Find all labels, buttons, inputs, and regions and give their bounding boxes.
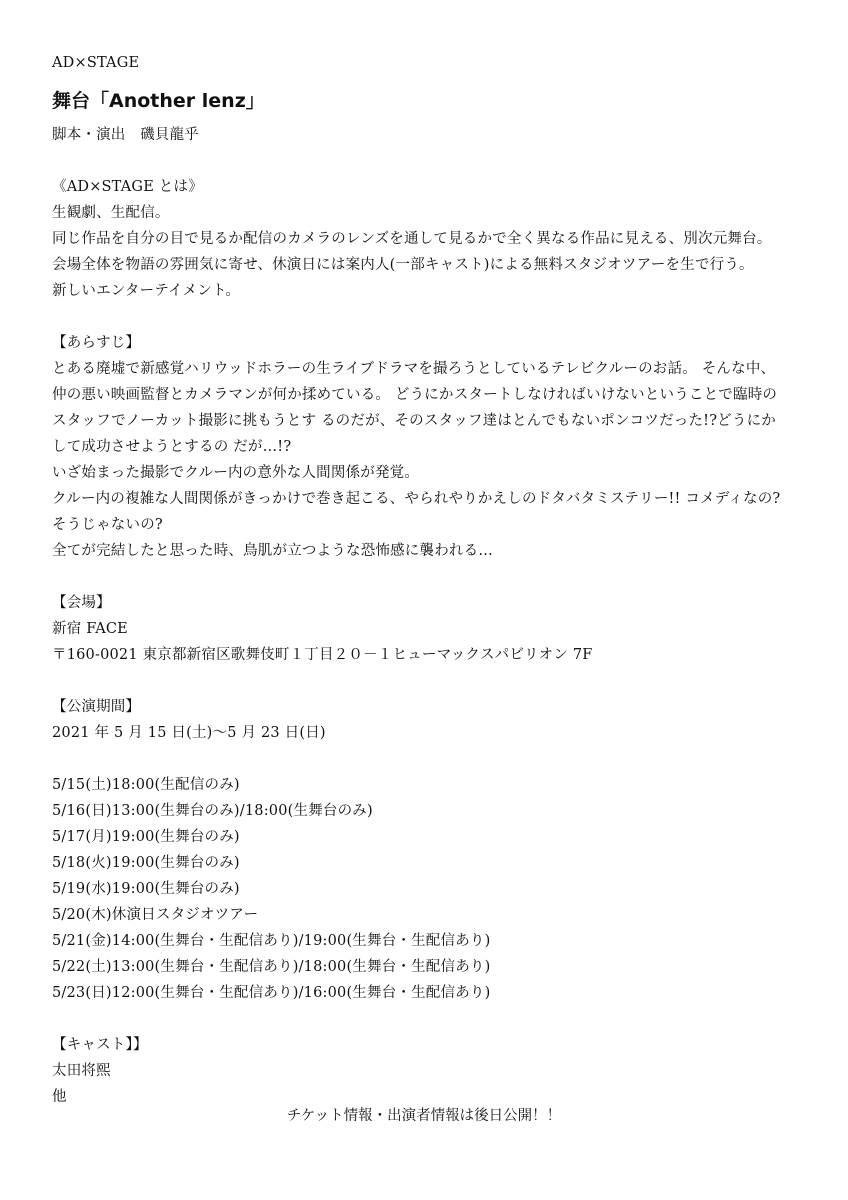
series-label: AD×STAGE	[52, 55, 140, 71]
schedule-item: 5/16(日)13:00(生舞台のみ)/18:00(生舞台のみ)	[52, 803, 373, 819]
schedule-item: 5/23(日)12:00(生舞台・生配信あり)/16:00(生舞台・生配信あり)	[52, 985, 491, 1001]
synopsis-line: クルー内の複雑な人間関係がきっかけで巻き起こる、やられやりかえしのドタバタミステリー!! コメディなの?	[52, 491, 781, 507]
spacer	[52, 148, 812, 174]
schedule-item: 5/22(土)13:00(生舞台・生配信あり)/18:00(生舞台・生配信あり)	[52, 959, 491, 975]
cast-member: 太田将熙	[52, 1063, 111, 1079]
period-heading: 【公演期間】	[52, 699, 141, 715]
period-range: 2021 年 5 月 15 日(土)～5 月 23 日(日)	[52, 725, 326, 741]
synopsis-line: 仲の悪い映画監督とカメラマンが何か揉めている。 どうにかスタートしなければいけないということで臨時の	[52, 387, 778, 403]
synopsis-line: して成功させようとするの だが…!?	[52, 439, 292, 455]
spacer	[52, 746, 812, 772]
spacer	[52, 304, 812, 330]
about-line: 会場全体を物語の雰囲気に寄せ、休演日には案内人(一部キャスト)による無料スタジオツアーを生で行う。	[52, 257, 754, 273]
cast-member: 他	[52, 1089, 67, 1105]
page-title: 舞台「Another lenz」	[52, 90, 265, 112]
document-body	[52, 50, 812, 1110]
schedule-item: 5/21(金)14:00(生舞台・生配信あり)/19:00(生舞台・生配信あり)	[52, 933, 491, 949]
synopsis-line: いざ始まった撮影でクルー内の意外な人間関係が発覚。	[52, 465, 420, 481]
synopsis-line: 全てが完結したと思った時、鳥肌が立つような恐怖感に襲われる…	[52, 543, 493, 559]
about-line: 新しいエンターテイメント。	[52, 283, 241, 299]
spacer	[52, 564, 812, 590]
venue-address: 〒160-0021 東京都新宿区歌舞伎町１丁目２０－１ヒューマックスパビリオン 7F	[52, 647, 593, 663]
footer-note: チケット情報・出演者情報は後日公開！！	[286, 1108, 562, 1124]
schedule-item: 5/18(火)19:00(生舞台のみ)	[52, 855, 240, 871]
venue-name: 新宿 FACE	[52, 621, 128, 637]
credit-line: 脚本・演出 磯貝龍乎	[52, 127, 199, 143]
synopsis-heading: 【あらすじ】	[52, 335, 141, 351]
schedule-item: 5/19(水)19:00(生舞台のみ)	[52, 881, 240, 897]
schedule-item: 5/20(木)休演日スタジオツアー	[52, 907, 259, 923]
about-heading: 《AD×STAGE とは》	[52, 179, 203, 195]
schedule-item: 5/17(月)19:00(生舞台のみ)	[52, 829, 240, 845]
schedule-item: 5/15(土)18:00(生配信のみ)	[52, 777, 240, 793]
synopsis-line: とある廃墟で新感覚ハリウッドホラーの生ライブドラマを撮ろうとしているテレビクルーのお話。 そんな中、	[52, 361, 776, 377]
spacer	[52, 668, 812, 694]
synopsis-line: スタッフでノーカット撮影に挑もうとす るのだが、そのスタッフ達はとんでもないポンコツだった!?どうにか	[52, 413, 776, 429]
synopsis-line: そうじゃないの?	[52, 517, 163, 533]
spacer	[52, 1006, 812, 1032]
about-line: 同じ作品を自分の目で見るか配信のカメラのレンズを通して見るかで全く異なる作品に見える、別次元舞台。	[52, 231, 772, 247]
about-line: 生観劇、生配信。	[52, 205, 170, 221]
venue-heading: 【会場】	[52, 595, 111, 611]
cast-heading: 【キャスト】】	[52, 1037, 148, 1053]
